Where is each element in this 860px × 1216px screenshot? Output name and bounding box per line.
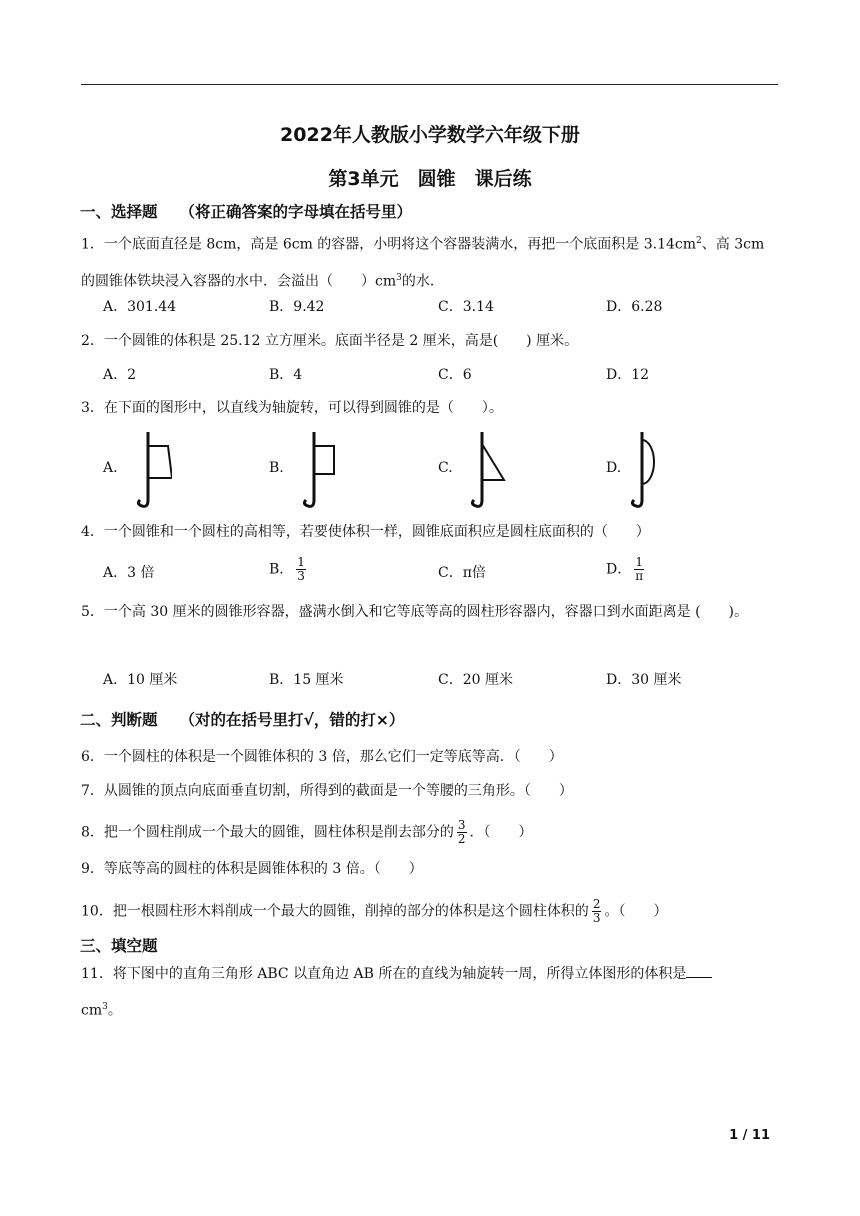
figure-semicircle-flag [626, 430, 666, 510]
question-text: 11．将下图中的直角三角形 ABC 以直角边 AB 所在的直线为轴旋转一周，所得立体图形的体积是 [81, 966, 687, 982]
option-d[interactable]: D．12 [606, 367, 650, 383]
option-a[interactable]: A．301.44 [103, 299, 177, 315]
fraction [457, 819, 467, 846]
option-a[interactable]: A．2 [103, 367, 137, 383]
fraction-denominator: 3 [592, 911, 601, 925]
option-label: B． [269, 561, 294, 578]
question-8 [81, 819, 533, 846]
option-d[interactable]: D．6.28 [606, 299, 663, 315]
superscript: 3 [396, 272, 402, 283]
page-subtitle: 第3单元 圆锥 课后练 [328, 168, 532, 190]
question-text: 。（ ） [604, 903, 668, 920]
option-a[interactable]: A. [103, 460, 118, 476]
fraction [634, 556, 644, 583]
section-title: 二、判断题 [80, 711, 158, 729]
fraction [592, 898, 602, 925]
superscript: 2 [696, 236, 702, 246]
question-text: 。 [107, 1002, 122, 1019]
question-text: cm [81, 1002, 103, 1019]
figure-rectangle-flag [298, 430, 338, 510]
page-number: 1 / 11 [729, 1128, 770, 1143]
header-rule [81, 84, 778, 85]
question-1 [81, 225, 781, 298]
option-d[interactable] [606, 556, 647, 583]
option-a[interactable]: A．3 倍 [103, 565, 155, 581]
section-heading-judgement [80, 708, 404, 730]
page-title: 2022年人教版小学数学六年级下册 [280, 124, 580, 146]
fraction-numerator: 1 [297, 555, 305, 569]
question-4: 4．一个圆锥和一个圆柱的高相等，若要使体积一样，圆锥底面积应是圆柱底面积的（ ） [81, 524, 650, 540]
figure-triangle-flag [466, 430, 506, 510]
option-b[interactable]: B．15 厘米 [269, 672, 344, 688]
question-text: 1．一个底面直径是 8cm，高是 6cm 的容器，小明将这个容器装满水，再把一个底面积是 3.14cm [81, 236, 697, 253]
option-c[interactable]: C．3.14 [438, 299, 494, 315]
option-b[interactable]: B．4 [269, 367, 303, 383]
section-title: 三、填空题 [80, 937, 158, 955]
question-text: ．（ ） [469, 824, 533, 841]
question-text: 8．把一个圆柱削成一个最大的圆锥，圆柱体积是削去部分的 [81, 824, 454, 841]
question-10 [81, 898, 667, 925]
option-d[interactable]: D．30 厘米 [606, 672, 682, 688]
fraction-numerator: 1 [635, 555, 643, 569]
fraction-numerator: 2 [592, 897, 601, 911]
option-c[interactable]: C．20 厘米 [438, 672, 513, 688]
section-heading-choice [80, 200, 412, 222]
question-11 [81, 958, 781, 1028]
option-a[interactable]: A．10 厘米 [103, 672, 178, 688]
section-note: （将正确答案的字母填在括号里） [179, 203, 413, 221]
option-b[interactable]: B．9.42 [269, 299, 325, 315]
question-9: 9．等底等高的圆柱的体积是圆锥体积的 3 倍。（ ） [81, 861, 423, 877]
fraction-denominator: π [635, 569, 644, 583]
fraction-denominator: 3 [297, 569, 305, 583]
question-7: 7．从圆锥的顶点向底面垂直切割，所得到的截面是一个等腰的三角形。（ ） [81, 783, 573, 799]
section-title: 一、选择题 [80, 203, 158, 221]
option-c[interactable]: C. [438, 460, 453, 476]
figure-trapezoid-flag [132, 430, 172, 510]
fraction [296, 556, 306, 583]
question-text: 、高 3cm 的圆锥体铁块浸入容器的水中．会溢出（ ）cm [81, 236, 765, 290]
question-5: 5．一个高 30 厘米的圆锥形容器，盛满水倒入和它等底等高的圆柱形容器内，容器口到水面距离是 ( )。 [81, 604, 748, 620]
option-b[interactable]: B. [269, 460, 284, 476]
section-note: （对的在括号里打√，错的打×） [179, 711, 405, 729]
question-text: 10．把一根圆柱形木料削成一个最大的圆锥，削掉的部分的体积是这个圆柱体积的 [81, 903, 589, 920]
superscript: 3 [102, 1002, 108, 1012]
answer-blank[interactable] [686, 963, 712, 978]
option-d[interactable]: D. [606, 460, 622, 476]
section-heading-fill [80, 934, 158, 956]
option-label: D． [606, 561, 632, 578]
option-c[interactable]: C．π倍 [438, 565, 486, 581]
option-b[interactable] [269, 556, 309, 583]
question-2: 2．一个圆锥的体积是 25.12 立方厘米。底面半径是 2 厘米，高是( ) 厘米。 [81, 333, 579, 349]
fraction-denominator: 2 [457, 832, 466, 846]
question-text: 的水． [401, 273, 444, 290]
fraction-numerator: 3 [457, 818, 466, 832]
question-3: 3．在下面的图形中，以直线为轴旋转，可以得到圆锥的是（ ）。 [81, 400, 503, 416]
option-c[interactable]: C．6 [438, 367, 472, 383]
question-6: 6．一个圆柱的体积是一个圆锥体积的 3 倍，那么它们一定等底等高．（ ） [81, 749, 563, 765]
